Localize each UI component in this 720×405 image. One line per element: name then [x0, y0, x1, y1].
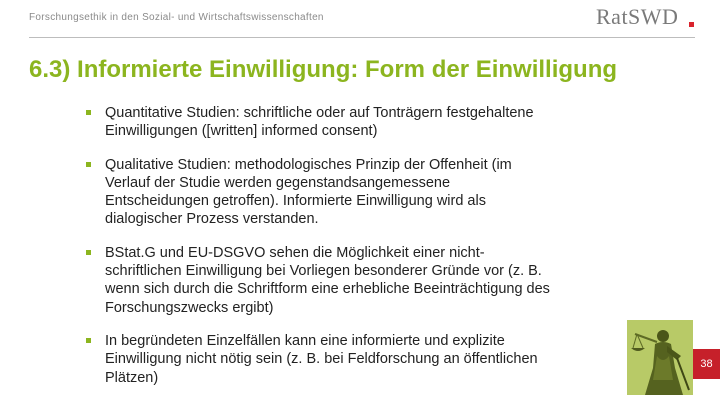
- bullet-text: BStat.G und EU-DSGVO sehen die Möglichkeit einer nicht-schriftlichen Einwilligung bei Vorliegen besonderer Gründe vor (z. B. wenn sich durch die Schriftform eine erhebliche Beeinträchtigung des Forschungszwecks ergibt): [105, 244, 550, 316]
- bullet-text: In begründeten Einzelfällen kann eine informierte und explizite Einwilligung nicht nötig sein (z. B. bei Feldforschung an öffentlichen Plätzen): [105, 332, 538, 386]
- page-number-badge: 38: [693, 349, 720, 379]
- logo-dot: [689, 22, 694, 27]
- square-bullet-icon: [86, 250, 91, 255]
- bullet-item: [86, 104, 556, 141]
- bullet-list: [86, 104, 556, 402]
- bullet-text: Qualitative Studien: methodologisches Prinzip der Offenheit (im Verlauf der Studie werden gegenstandsangemessene Entscheidungen getroffen). Informierte Einwilligung wird als dialogischer Prozess verstanden.: [105, 156, 512, 228]
- bullet-item: [86, 244, 556, 317]
- header-divider: [29, 37, 695, 38]
- slide-title: 6.3) Informierte Einwilligung: Form der Einwilligung: [29, 56, 618, 83]
- justitia-statue-image: [627, 320, 693, 395]
- square-bullet-icon: [86, 338, 91, 343]
- square-bullet-icon: [86, 110, 91, 115]
- bullet-item: [86, 156, 556, 229]
- header-subtitle: Forschungsethik in den Sozial- und Wirtschaftswissenschaften: [29, 12, 324, 23]
- bullet-text: Quantitative Studien: schriftliche oder auf Tonträgern festgehaltene Einwilligungen ([written] informed consent): [105, 105, 534, 140]
- square-bullet-icon: [86, 162, 91, 167]
- bullet-item: [86, 332, 556, 387]
- ratswd-logo: RatSWD: [596, 4, 679, 29]
